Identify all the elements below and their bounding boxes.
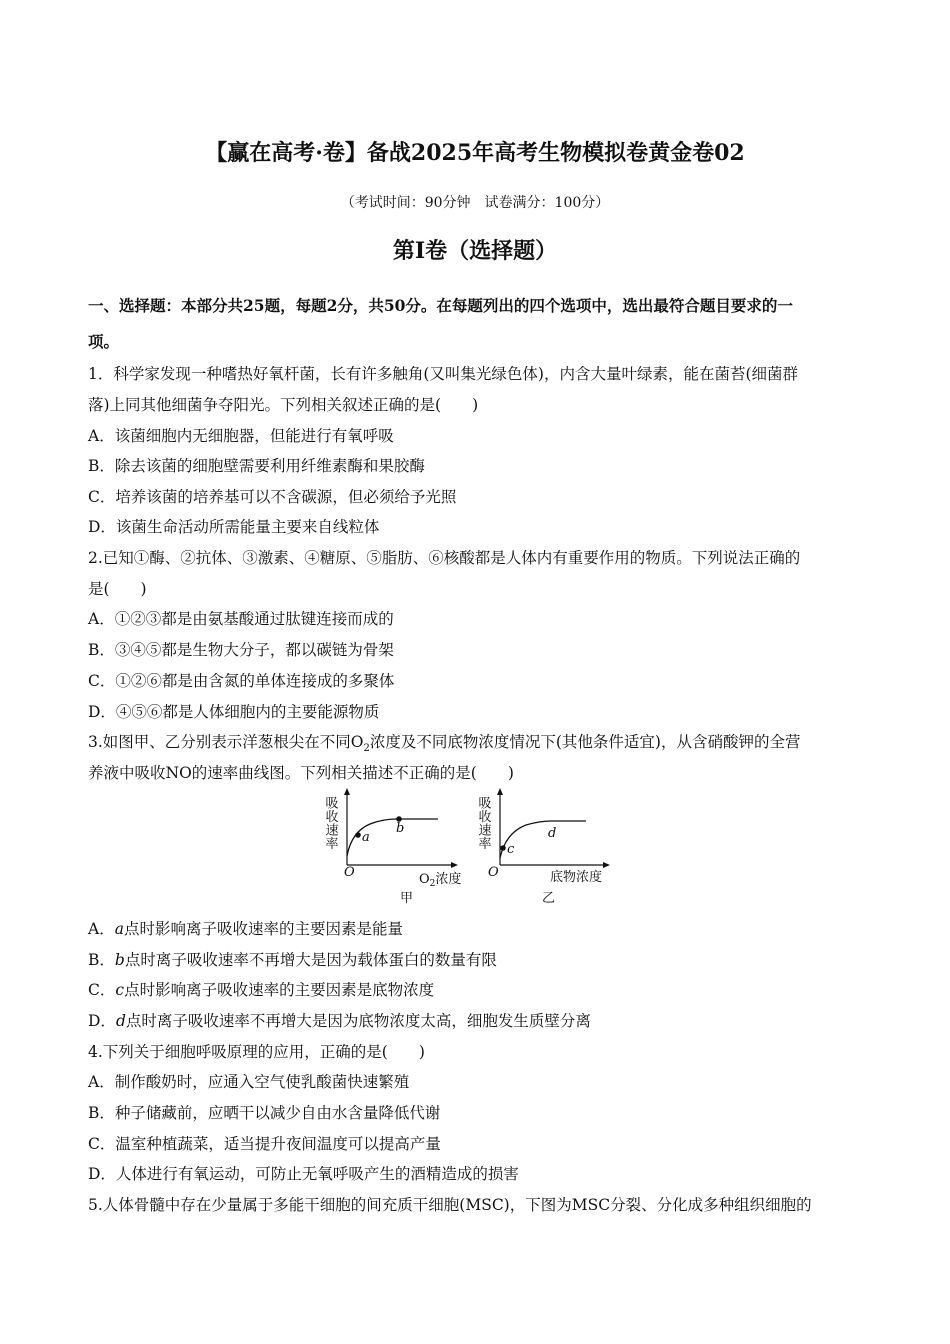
caption-right: 乙 — [542, 891, 556, 906]
q4-stem: 4.下列关于细胞呼吸原理的应用，正确的是( ) — [88, 1043, 425, 1061]
point-a — [355, 832, 361, 838]
q2-option-c: C．①②⑥都是由含氮的单体连接成的多聚体 — [88, 672, 395, 690]
instructions-line-1: 一、选择题：本部分共25题，每题2分，共50分。在每题列出的四个选项中，选出最符合题目要求的一 — [88, 296, 793, 315]
q1-option-b: B．除去该菌的细胞壁需要利用纤维素酶和果胶酶 — [88, 457, 425, 475]
origin-label: O — [344, 865, 355, 880]
q1-option-d: D．该菌生命活动所需能量主要来自线粒体 — [88, 518, 380, 536]
caption-left: 甲 — [400, 891, 414, 906]
point-d-label: d — [548, 826, 557, 841]
q3-option-d: D．d点时离子吸收速率不再增大是因为底物浓度太高，细胞发生质壁分离 — [88, 1012, 591, 1030]
q4-option-a: A．制作酸奶时，应通入空气使乳酸菌快速繁殖 — [88, 1073, 410, 1091]
q2-option-b: B．③④⑤都是生物大分子，都以碳链为骨架 — [88, 641, 394, 659]
q3-stem-line-2: 养液中吸收NO的速率曲线图。下列相关描述不正确的是( ) — [88, 764, 514, 782]
exam-subtitle: （考试时间：90分钟 试卷满分：100分） — [340, 195, 610, 211]
q2-option-d: D．④⑤⑥都是人体细胞内的主要能源物质 — [88, 703, 380, 721]
q4-option-d: D．人体进行有氧运动，可防止无氧呼吸产生的酒精造成的损害 — [88, 1165, 519, 1183]
part-title: 第I卷（选择题） — [392, 238, 558, 264]
point-a-label: a — [362, 830, 370, 845]
q4-option-b: B．种子储藏前，应晒干以减少自由水含量降低代谢 — [88, 1104, 441, 1122]
y-axis-label: 吸收速率 — [475, 796, 491, 850]
q1-option-c: C．培养该菌的培养基可以不含碳源，但必须给予光照 — [88, 488, 457, 506]
q3-graph-right — [476, 788, 611, 906]
y-axis-label: 吸收速率 — [322, 796, 338, 850]
q2-stem-line-2: 是( ) — [88, 580, 147, 598]
q1-stem-line-1: 1．科学家发现一种嗜热好氧杆菌，长有许多触角(又叫集光绿色体)，内含大量叶绿素，能在菌苔(细菌群 — [88, 365, 799, 383]
q2-option-a: A．①②③都是由氨基酸通过肽键连接而成的 — [88, 610, 394, 628]
q2-stem-line-1: 2.已知①酶、②抗体、③激素、④糖原、⑤脂肪、⑥核酸都是人体内有重要作用的物质。下列说法正确的 — [88, 549, 801, 567]
q3-figure — [320, 788, 620, 910]
x-axis-arrow — [451, 862, 458, 868]
q4-option-c: C．温室种植蔬菜，适当提升夜间温度可以提高产量 — [88, 1135, 441, 1153]
origin-label: O — [488, 865, 499, 880]
q1-stem-line-2: 落)上同其他细菌争夺阳光。下列相关叙述正确的是( ) — [88, 396, 479, 414]
instructions-line-2: 项。 — [88, 332, 120, 351]
q3-option-a: A．a点时影响离子吸收速率的主要因素是能量 — [88, 920, 403, 938]
x-axis-label: $O_2$浓度 — [419, 872, 462, 889]
q3-stem-line-1: 3.如图甲、乙分别表示洋葱根尖在不同$O_2$浓度及不同底物浓度情况下(其他条件适宜)，从含硝酸钾的全营 — [88, 733, 801, 755]
point-c-label: c — [507, 842, 515, 857]
point-c — [500, 845, 506, 851]
q3-option-b: B．b点时离子吸收速率不再增大是因为载体蛋白的数量有限 — [88, 951, 497, 969]
q1-option-a: A．该菌细胞内无细胞器，但能进行有氧呼吸 — [88, 427, 394, 445]
x-axis-arrow — [603, 862, 610, 868]
point-b-label: b — [396, 821, 405, 836]
q3-option-c: C．c点时影响离子吸收速率的主要因素是底物浓度 — [88, 981, 435, 999]
y-axis-arrow — [344, 788, 350, 795]
exam-title: 【赢在高考·卷】备战2025年高考生物模拟卷黄金卷02 — [205, 140, 745, 166]
curve — [347, 819, 438, 856]
y-axis-arrow — [497, 788, 503, 795]
x-axis-label: 底物浓度 — [550, 870, 603, 885]
q3-graph-left — [323, 788, 462, 906]
q5-stem-line-1: 5.人体骨髓中存在少量属于多能干细胞的间充质干细胞(MSC)，下图为MSC分裂、分化成多种组织细胞的 — [88, 1196, 812, 1214]
